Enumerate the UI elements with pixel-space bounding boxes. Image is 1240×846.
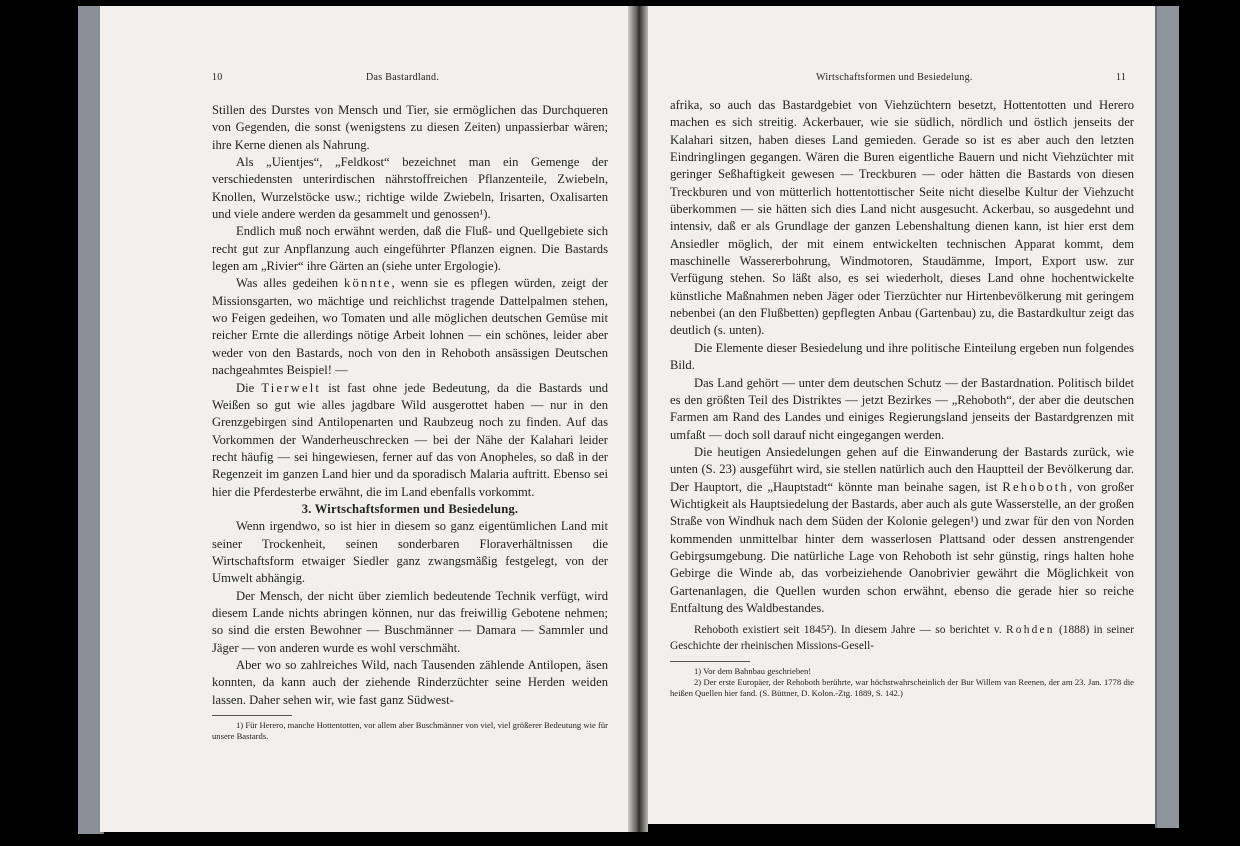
paragraph: Was alles gedeihen könnte, wenn sie es pflegen würden, zeigt der Missionsgarten, wo mächtige und reichlichst tragende Dattelpalmen stehen, wo Feigen gedeihen, wo Tomaten und alle möglichen deutschen Gemüse mit reicher Ernte die allerdings nötige Arbeit lohnen — ein schönes, leider aber weder von den Bastards, noch von den in Rehoboth ansässigen Deutschen nachgeahmtes Beispiel! — [212, 276, 608, 378]
footnote: 2) Der erste Europäer, der Rehoboth berührte, war höchstwahrscheinlich der Bur Willem van Reenen, der am 23. Jan. 1778 die heißen Quellen hier fand. (S. Büttner, D. Kolon.-Ztg. 1889, S. 142.) [670, 676, 1134, 698]
emphasis: könnte [344, 276, 392, 291]
paragraph: Der Mensch, der nicht über ziemlich bedeutende Technik verfügt, wird diesem Lande nichts abringen können, nur das freiwillig Gebotene nehmen; so sind die ersten Bewohner — Buschmänner — Damara — Sammler und Jäger — von anderen wurde es wohl verschmäht. [212, 588, 608, 655]
emphasis: Rehoboth [1002, 479, 1069, 494]
emphasis: Rohden [1006, 624, 1055, 637]
paragraph: Stillen des Durstes von Mensch und Tier, sie ermöglichen das Durchqueren von Gegenden, die sonst (wenigstens zu diesen Zeiten) unpassierbar wären; ihre Kerne dienen als Nahrung. [212, 103, 608, 152]
right-page-body [670, 97, 1134, 699]
footnote-rule [670, 661, 750, 662]
left-page [100, 6, 628, 832]
footnote-rule [212, 715, 292, 716]
paragraph: Die Tierwelt ist fast ohne jede Bedeutung, da die Bastards und Weißen so gut wie alles jagdbare Wild ausgerottet haben — nur in den Grenzgebirgen sind Antilopenarten und Raubzeug noch zu finden. Auf das Vorkommen der Wanderheuschrecken — bei der Nähe der Kalahari leider recht häufig — sei hingewiesen, ferner auf das von Anopheles, so daß in der Regenzeit im ganzen Land hier und da sporadisch Malaria auftritt. Ebenso sei hier die Pferdesterbe erwähnt, die im Land ebenfalls vorkommt. [212, 380, 608, 499]
paragraph: Das Land gehört — unter dem deutschen Schutz — der Bastardnation. Politisch bildet es den größten Teil des Distriktes — jetzt Bezirkes — „Rehoboth“, der aber die deutschen Farmen am Rand des Landes und einiges Regierungsland jenseits der Bastardgrenzen mit umfaßt — doch soll darauf nicht eingegangen werden. [670, 375, 1134, 442]
footnote: 1) Für Herero, manche Hottentotten, vor allem aber Buschmänner von viel, viel größerer Bedeutung wie für unsere Bastards. [212, 720, 608, 742]
right-page [648, 6, 1155, 824]
paragraph: afrika, so auch das Bastardgebiet von Viehzüchtern besetzt, Hottentotten und Herero machen es sich streitig. Ackerbauer, wie sie südlich, nördlich und östlich jenseits der Kalahari sitzen, haben dieses Land gemieden. Gerade so ist es aber auch den letzten Eindringlingen gegangen. Wären die Buren eigentliche Bauern und nicht Viehzüchter mit geringer Seßhaftigkeit gewesen — Treckburen — oder hätten die Bastards von diesen Treckburen und von mütterlich hottentottischer Seite nicht dieselbe Kultur der Viehzucht überkommen — sie hätten sich dies Land nicht ausgesucht. Ackerbau, so ausgedehnt und intensiv, daß er als Grundlage der ganzen Lebenshaltung dienen kann, ist hier erst dem Ansiedler möglich, der mit einem entwickelten technischen Apparat kommt, dem maschinelle Wassererbohrung, Windmotoren, Staudämme, Import, Export usw. zur Verfügung stehen. So läßt also, es sei wiederholt, dieses Land ohne hochentwickelte künstliche Maßnahmen neben Jäger oder Tierzüchter nur Hirtenbevölkerung mit geringem nebenbei (an den Flußbetten) gepflegten Anbau (Gartenbau) zu, die Bastardkultur zeigt das deutlich (s. unten). [670, 98, 1134, 338]
paragraph: Endlich muß noch erwähnt werden, daß die Fluß- und Quellgebiete sich recht gut zur Anpflanzung auch eingeführter Pflanzen eignen. Die Bastards legen am „Rivier“ ihre Gärten an (siehe unter Ergologie). [212, 224, 608, 274]
paragraph: Wenn irgendwo, so ist hier in diesem so ganz eigentümlichen Land mit seiner Trockenheit, seinen sonderbaren Floraverhältnissen die Wirtschaftsform etwaiger Siedler ganz zwangsmäßig festgelegt, von der Umwelt abhängig. [212, 519, 608, 586]
left-page-body [212, 102, 608, 742]
paragraph: Rehoboth existiert seit 1845²). In diesem Jahre — so berichtet v. Rohden (1888) in seiner Geschichte der rheinischen Missions-Gesell- [670, 624, 1134, 652]
book-gutter [628, 6, 648, 832]
right-running-head: Wirtschaftsformen und Besiedelung. [816, 72, 973, 83]
right-page-number: 11 [1116, 72, 1127, 83]
paragraph: Als „Uientjes“, „Feldkost“ bezeichnet man ein Gemenge der verschiedensten unterirdischen nährstoffreichen Pflanzenteile, Zwiebeln, Knollen, Wurzelstöcke usw.; richtige wilde Zwiebeln, Irisarten, Oxalisarten und viele andere werden da gesammelt und genossen¹). [212, 155, 608, 222]
book-cover-right-edge [1155, 6, 1179, 828]
paragraph: Die heutigen Ansiedelungen gehen auf die Einwanderung der Bastards zurück, wie unten (S. 23) ausgeführt wird, sie stellen natürlich auch den Hauptteil der Bevölkerung dar. Der Hauptort, die „Hauptstadt“ könnte man beinahe sagen, ist Rehoboth, von großer Wichtigkeit als Hauptsiedelung der Bastards, aber auch als gute Wasserstelle, an der großen Straße von Windhuk nach dem Süden der Kolonie gelegen¹) und zwar für den von Norden kommenden unmittelbar hinter dem wasserlosen Plattsand oder dessen anstrengender Gebirgsumgebung. Die natürliche Lage von Rehoboth ist sehr günstig, rings halten hohe Gebirge die Winde ab, das vorbeiziehende Oanobrivier gewährt die Möglichkeit von Gartenanlagen, die Quellen wurden schon erwähnt, ebenso die gerade hier so reiche Entfaltung des Waldbestandes. [670, 444, 1134, 615]
left-page-number: 10 [212, 72, 223, 83]
section-heading: 3. Wirtschaftsformen und Besiedelung. [301, 501, 519, 516]
left-running-head: Das Bastardland. [366, 72, 440, 83]
paragraph: Die Elemente dieser Besiedelung und ihre politische Einteilung ergeben nun folgendes Bild. [670, 340, 1134, 373]
emphasis: Tierwelt [261, 380, 322, 395]
paragraph: Aber wo so zahlreiches Wild, nach Tausenden zählende Antilopen, äsen konnten, da kann auch der ziehende Rinderzüchter seine Herden weiden lassen. Daher sehen wir, wie fast ganz Südwest- [212, 658, 608, 707]
footnote: 1) Vor dem Bahnbau geschrieben! [694, 665, 812, 676]
